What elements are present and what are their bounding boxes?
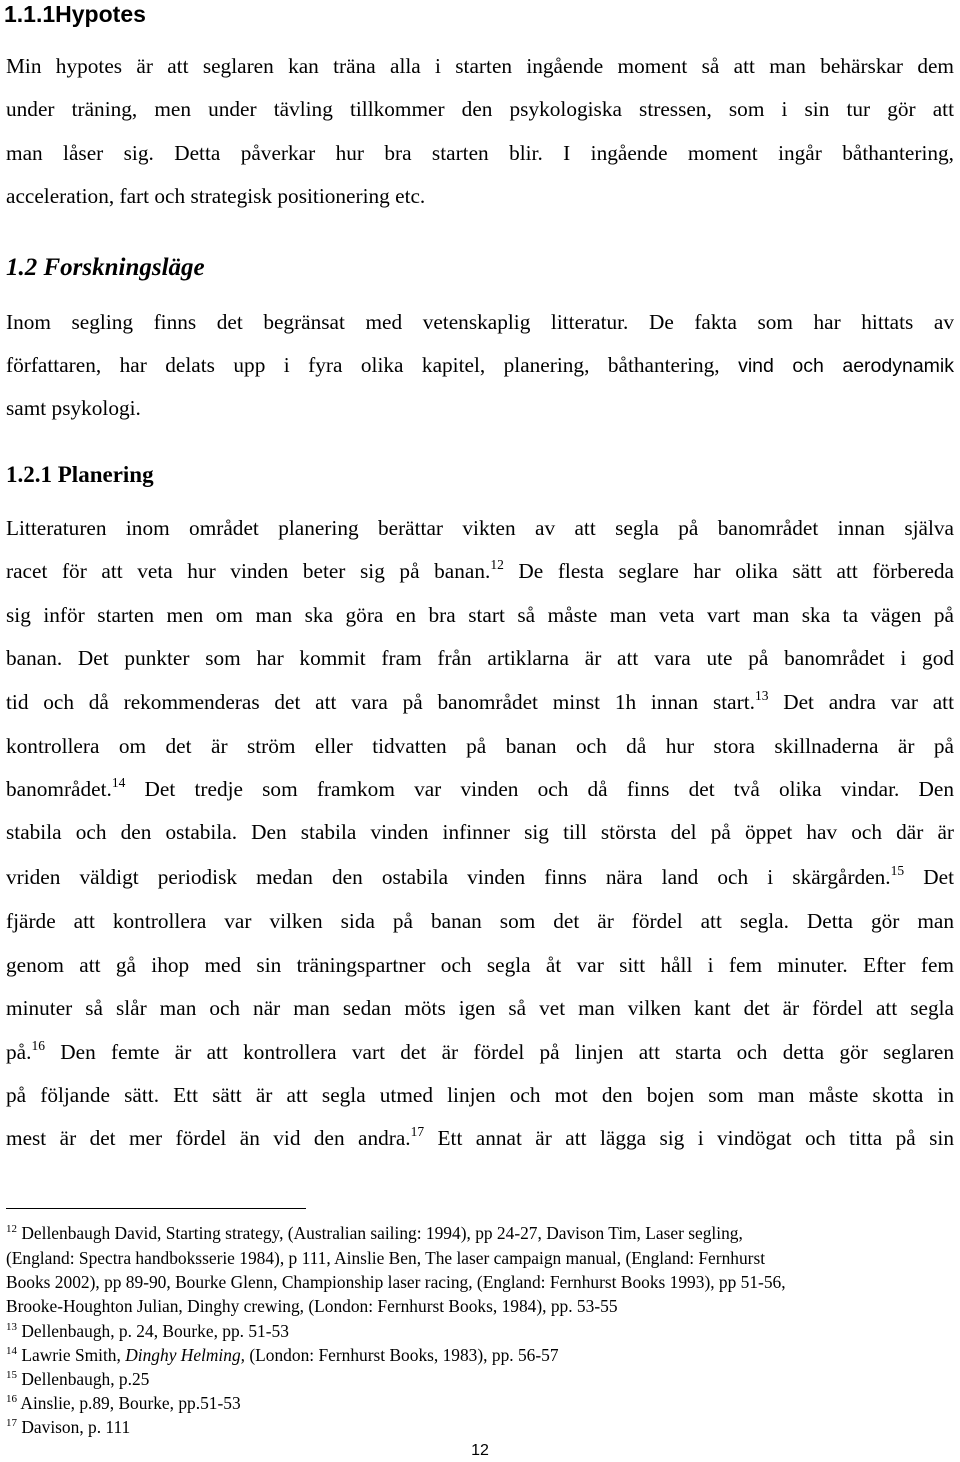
text-run: författaren, har delats upp i fyra olika kapitel, planering, båthantering, — [6, 353, 720, 377]
footnote-number: 12 — [6, 1223, 17, 1235]
footnote-16 — [6, 1392, 241, 1414]
footnote-ref[interactable]: 16 — [31, 1038, 45, 1053]
paragraph-line: man låser sig. Detta påverkar hur bra starten blir. I ingående moment ingår båthantering, — [6, 141, 954, 165]
text-run: Ett annat är att lägga sig i vindögat och titta på sin — [437, 1126, 954, 1150]
paragraph-line — [6, 558, 954, 584]
text-run: Det — [923, 865, 954, 889]
footnote-line: Brooke-Houghton Julian, Dinghy crewing, (London: Fernhurst Books, 1984), pp. 53-55 — [6, 1296, 618, 1316]
paragraph-line: banan. Det punkter som har kommit fram från artiklarna är att vara ute på banområdet i god — [6, 646, 954, 670]
text-run: De flesta seglare har olika sätt att förbereda — [518, 559, 954, 583]
paragraph-line: sig inför starten men om man ska göra en bra start så måste man veta vart man ska ta vägen på — [6, 603, 954, 627]
footnote-ref[interactable]: 14 — [111, 775, 126, 790]
footnote-text: Lawrie Smith, — [21, 1345, 121, 1365]
footnote-separator — [6, 1208, 306, 1209]
footnote-13 — [6, 1320, 289, 1342]
footnote-ref[interactable]: 12 — [490, 557, 504, 572]
text-run: mest är det mer fördel än vid den andra. — [6, 1126, 411, 1150]
paragraph-line — [6, 864, 954, 890]
footnote-text: Dellenbaugh David, Starting strategy, (Australian sailing: 1994), pp 24-27, Davison Tim, Laser segling, — [21, 1223, 743, 1243]
paragraph-line: Inom segling finns det begränsat med vetenskaplig litteratur. De fakta som har hittats av — [6, 310, 954, 334]
footnote-book-title: Dinghy Helming, — [125, 1345, 246, 1365]
text-run: tid och då rekommenderas det att vara på banområdet minst 1h innan start. — [6, 690, 755, 714]
heading-forskningslage: 1.2 Forskningsläge — [6, 254, 205, 281]
footnote-ref[interactable]: 13 — [754, 688, 769, 703]
footnote-line: (England: Spectra handboksserie 1984), p 111, Ainslie Ben, The laser campaign manual, (England: Fernhurst — [6, 1248, 766, 1268]
footnote-number: 13 — [6, 1321, 17, 1333]
text-run: vind och aerodynamik — [738, 355, 954, 377]
footnote-number: 14 — [6, 1345, 17, 1357]
paragraph-line — [6, 352, 954, 379]
footnote-number: 17 — [6, 1417, 17, 1429]
paragraph-line: stabila och den ostabila. Den stabila vinden infinner sig till största del på öppet hav och där är — [6, 820, 954, 844]
heading-planering: 1.2.1 Planering — [6, 462, 154, 487]
footnote-17 — [6, 1416, 130, 1438]
text-run: Det tredje som framkom var vinden och då finns det två olika vindar. Den — [144, 777, 954, 801]
paragraph-line: Litteraturen inom området planering berättar vikten av att segla på banområdet innan själva — [6, 516, 954, 540]
page-number: 12 — [471, 1442, 489, 1459]
footnote-text: Ainslie, p.89, Bourke, pp.51-53 — [20, 1393, 241, 1413]
footnote-text: (London: Fernhurst Books, 1983), pp. 56-57 — [249, 1345, 559, 1365]
paragraph-line — [6, 1039, 954, 1065]
footnote-number: 15 — [6, 1369, 17, 1381]
paragraph-line: samt psykologi. — [6, 396, 141, 420]
footnote-text: Dellenbaugh, p.25 — [21, 1369, 150, 1389]
footnote-ref[interactable]: 17 — [410, 1124, 425, 1139]
paragraph-line — [6, 689, 954, 715]
heading-hypotes: 1.1.1Hypotes — [4, 1, 146, 27]
paragraph-line: Min hypotes är att seglaren kan träna alla i starten ingående moment så att man behärskar dem — [6, 54, 954, 78]
paragraph-line: under träning, men under tävling tillkommer den psykologiska stressen, som i sin tur gör att — [6, 97, 954, 121]
text-run: vriden väldigt periodisk medan den ostabila vinden finns nära land och i skärgården. — [6, 865, 891, 889]
text-run: Det andra var att — [783, 690, 954, 714]
paragraph-line: acceleration, fart och strategisk positionering etc. — [6, 184, 426, 208]
footnote-ref[interactable]: 15 — [890, 863, 905, 878]
paragraph-line: på följande sätt. Ett sätt är att segla utmed linjen och mot den bojen som man måste skotta in — [6, 1083, 954, 1107]
paragraph-line — [6, 1125, 954, 1151]
footnote-line: Books 2002), pp 89-90, Bourke Glenn, Championship laser racing, (England: Fernhurst Books 1993), pp 51-56, — [6, 1272, 786, 1292]
footnote-text: Dellenbaugh, p. 24, Bourke, pp. 51-53 — [21, 1321, 289, 1341]
paragraph-line: minuter så slår man och när man sedan möts igen så vet man vilken kant det är fördel att segla — [6, 996, 954, 1020]
paragraph-line — [6, 776, 954, 802]
footnote-15 — [6, 1368, 149, 1390]
paragraph-line: genom att gå ihop med sin träningspartner och segla åt var sitt håll i fem minuter. Efter fem — [6, 953, 954, 977]
text-run: på. — [6, 1040, 32, 1064]
footnote-12 — [6, 1222, 743, 1244]
text-run: racet för att veta hur vinden beter sig på banan. — [6, 559, 491, 583]
text-run: Den femte är att kontrollera vart det är fördel på linjen att starta och detta gör seglaren — [60, 1040, 955, 1064]
footnote-text: Davison, p. 111 — [21, 1417, 131, 1437]
footnote-number: 16 — [6, 1393, 17, 1405]
paragraph-line: fjärde att kontrollera var vilken sida på banan som det är fördel att segla. Detta gör man — [6, 909, 954, 933]
text-run: banområdet. — [6, 777, 112, 801]
footnote-14 — [6, 1344, 559, 1366]
paragraph-line: kontrollera om det är ström eller tidvatten på banan och då hur stora skillnaderna är på — [6, 734, 954, 758]
